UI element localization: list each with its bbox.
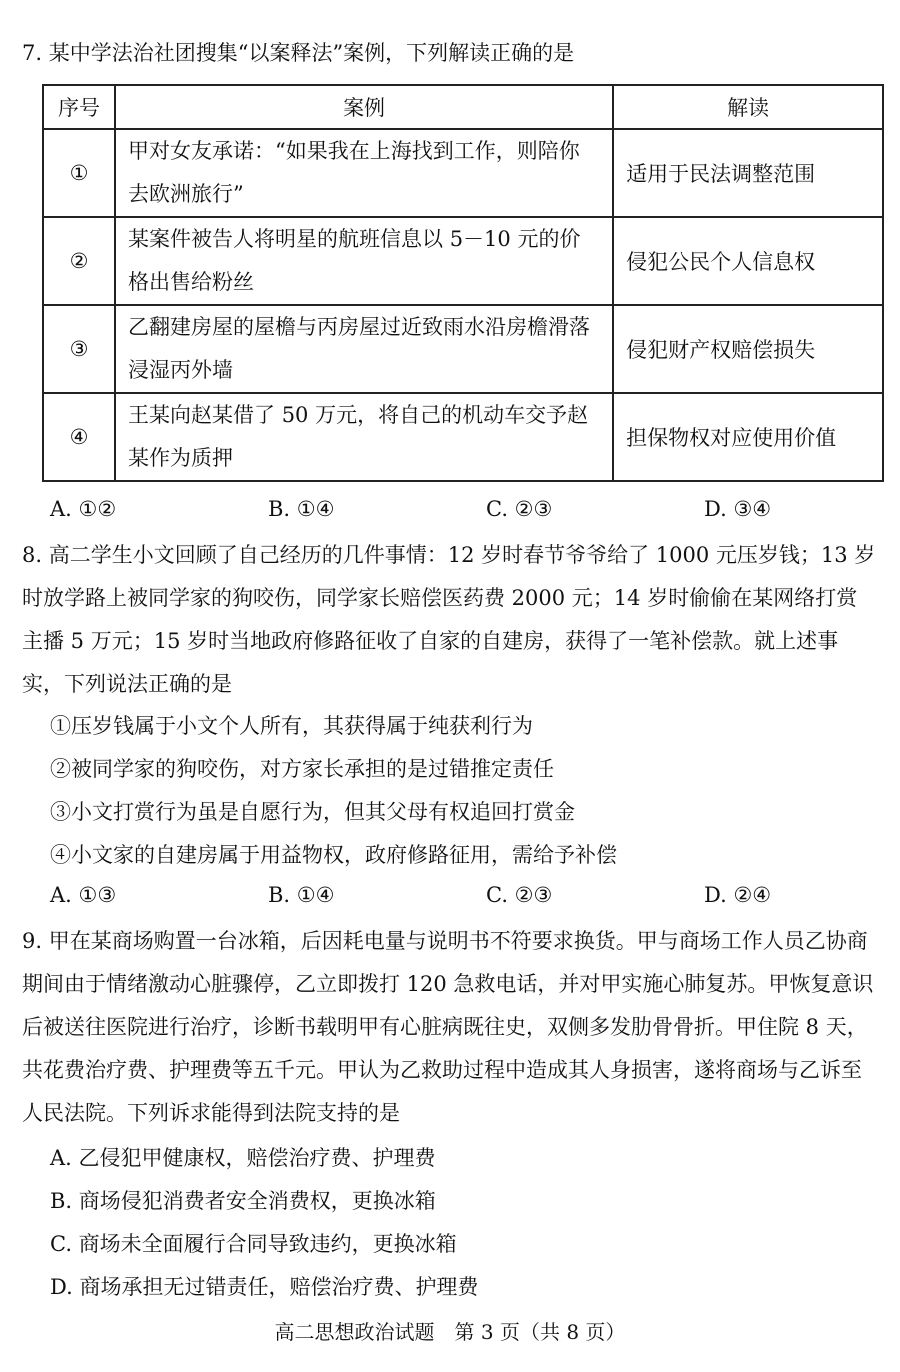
statement-4: ④小文家的自建房属于用益物权，政府修路征用，需给予补偿 xyxy=(50,843,617,867)
statement-2: ②被同学家的狗咬伤，对方家长承担的是过错推定责任 xyxy=(50,757,554,781)
table-row xyxy=(43,393,883,481)
row-case: 乙翻建房屋的屋檐与丙房屋过近致雨水沿房檐滑落浸湿丙外墙 xyxy=(115,305,613,393)
option-c: C. ②③ xyxy=(486,883,553,907)
row-case: 某案件被告人将明星的航班信息以 5－10 元的价格出售给粉丝 xyxy=(115,217,613,305)
table-row xyxy=(43,217,883,305)
option-a: A. ①③ xyxy=(50,883,117,907)
statement-1: ①压岁钱属于小文个人所有，其获得属于纯获利行为 xyxy=(50,714,533,738)
option-c: C. 商场未全面履行合同导致违约，更换冰箱 xyxy=(50,1232,457,1256)
statement-3: ③小文打赏行为虽是自愿行为，但其父母有权追回打赏金 xyxy=(50,800,575,824)
row-case: 王某向赵某借了 50 万元，将自己的机动车交予赵某作为质押 xyxy=(115,393,613,481)
row-interpretation: 侵犯财产权赔偿损失 xyxy=(613,305,883,393)
case-table xyxy=(42,84,884,482)
table-row xyxy=(43,305,883,393)
question-7-options xyxy=(50,497,850,527)
table-header-row xyxy=(43,85,883,129)
row-interpretation: 侵犯公民个人信息权 xyxy=(613,217,883,305)
row-number: ④ xyxy=(43,393,115,481)
option-b: B. ①④ xyxy=(268,883,335,907)
row-interpretation: 适用于民法调整范围 xyxy=(613,129,883,217)
option-d: D. ③④ xyxy=(704,497,772,521)
option-d: D. ②④ xyxy=(704,883,772,907)
option-b: B. ①④ xyxy=(268,497,335,521)
table-row xyxy=(43,129,883,217)
header-case: 案例 xyxy=(115,85,613,129)
question-9-stem: 9. 甲在某商场购置一台冰箱，后因耗电量与说明书不符要求换货。甲与商场工作人员乙协商期间由于情绪激动心脏骤停，乙立即拨打 120 急救电话，并对甲实施心肺复苏。甲恢复意识后被送往医院进行治疗，诊断书载明甲有心脏病既往史，双侧多发肋骨骨折。甲住院 8 天，共花费治疗费、护理费等五千元。甲认为乙救助过程中造成其人身损害，遂将商场与乙诉至人民法院。下列诉求能得到法院支持的是 xyxy=(22,929,874,1125)
question-8-stem: 8. 高二学生小文回顾了自己经历的几件事情：12 岁时春节爷爷给了 1000 元压岁钱；13 岁时放学路上被同学家的狗咬伤，同学家长赔偿医药费 2000 元；14 岁时偷偷在某网络打赏主播 5 万元；15 岁时当地政府修路征收了自家的自建房，获得了一笔补偿款。就上述事实，下列说法正确的是 xyxy=(22,543,876,696)
row-case: 甲对女友承诺：“如果我在上海找到工作，则陪你去欧洲旅行” xyxy=(115,129,613,217)
row-number: ① xyxy=(43,129,115,217)
header-number: 序号 xyxy=(43,85,115,129)
row-interpretation: 担保物权对应使用价值 xyxy=(613,393,883,481)
header-interpretation: 解读 xyxy=(613,85,883,129)
option-c: C. ②③ xyxy=(486,497,553,521)
row-number: ③ xyxy=(43,305,115,393)
question-7-stem: 7. 某中学法治社团搜集“以案释法”案例，下列解读正确的是 xyxy=(22,41,575,65)
option-a: A. ①② xyxy=(50,497,117,521)
option-a: A. 乙侵犯甲健康权，赔偿治疗费、护理费 xyxy=(50,1146,436,1170)
option-d: D. 商场承担无过错责任，赔偿治疗费、护理费 xyxy=(50,1275,479,1299)
page-footer: 高二思想政治试题 第 3 页（共 8 页） xyxy=(274,1320,626,1344)
row-number: ② xyxy=(43,217,115,305)
question-8-options xyxy=(50,883,850,913)
option-b: B. 商场侵犯消费者安全消费权，更换冰箱 xyxy=(50,1189,436,1213)
